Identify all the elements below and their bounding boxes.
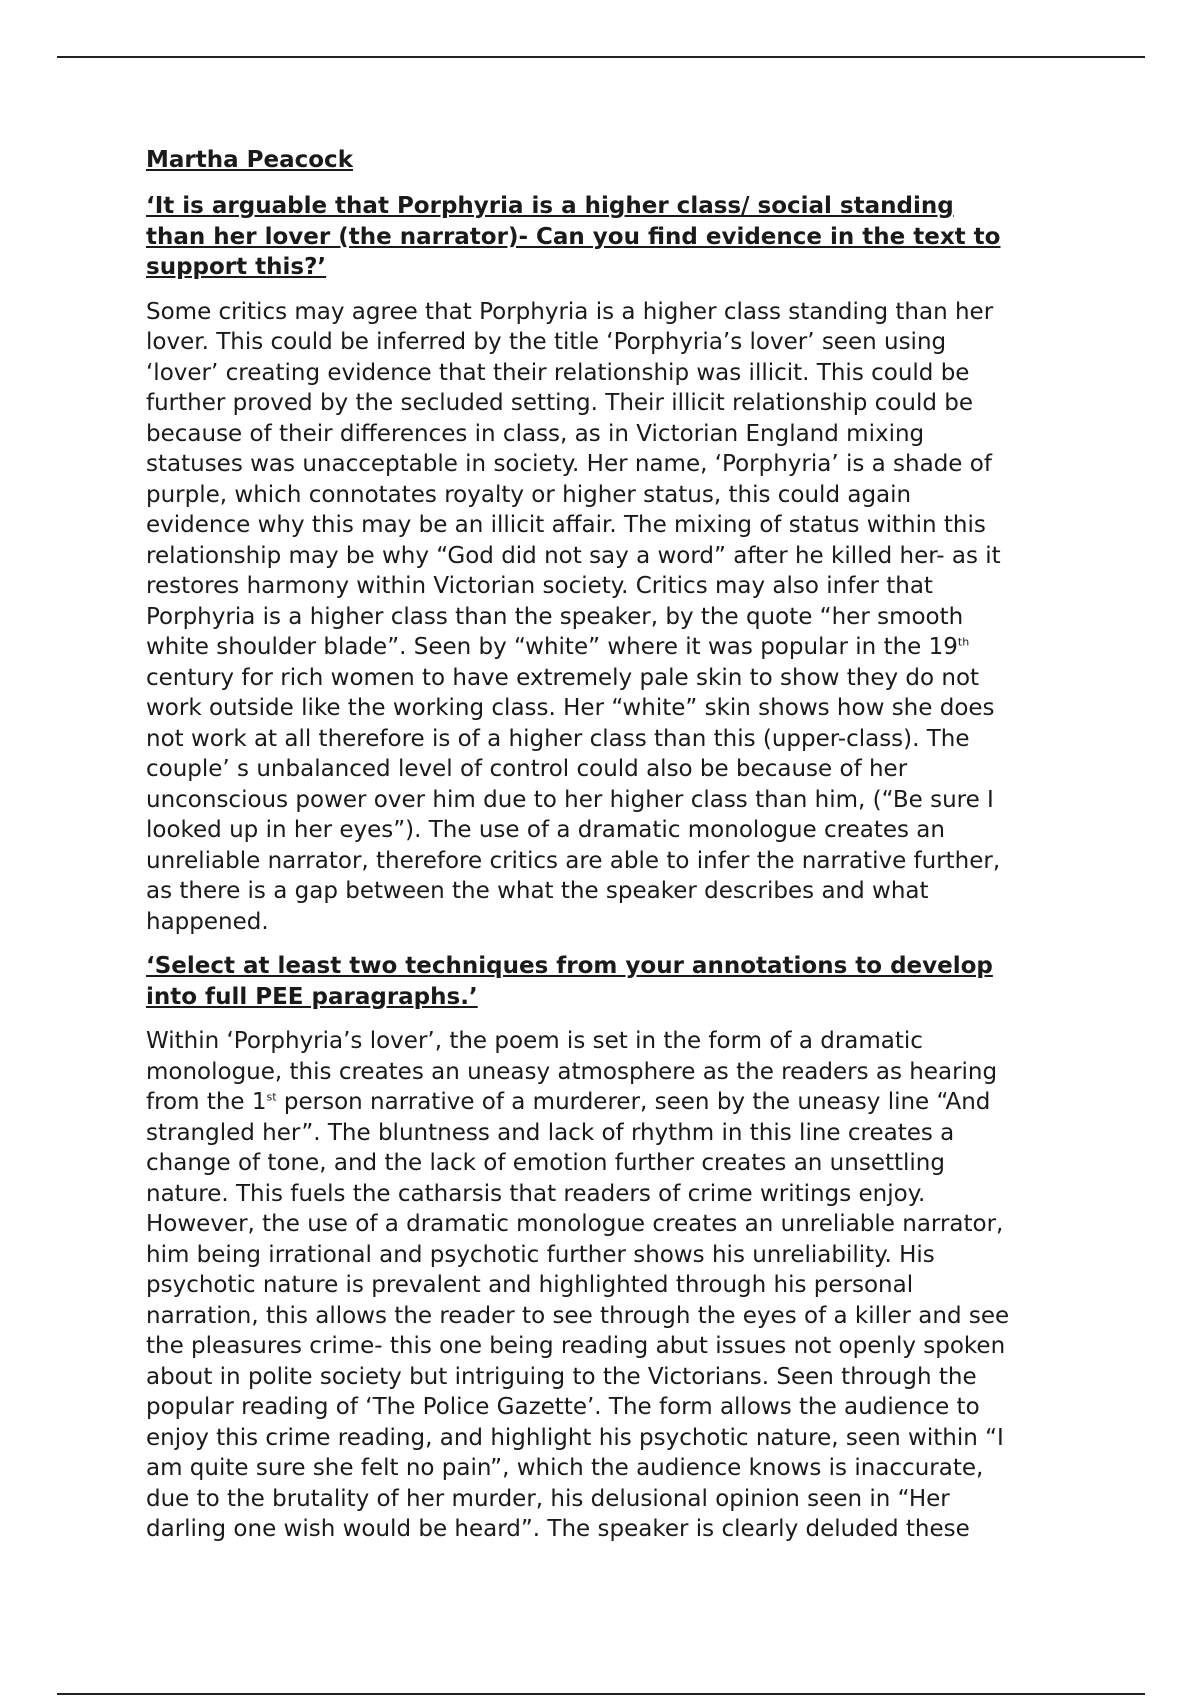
paragraph-2-line: change of tone, and the lack of emotion further creates an unsettling: [146, 1150, 945, 1176]
paragraph-2-line: darling one wish would be heard”. The speaker is clearly deluded these: [146, 1516, 970, 1542]
page-header-rule: [57, 56, 1145, 58]
paragraph-2-line: popular reading of ‘The Police Gazette’. The form allows the audience to: [146, 1394, 980, 1420]
paragraph-1-line: century for rich women to have extremely pale skin to show they do not: [146, 664, 980, 691]
question-1-line: than her lover (the narrator)- Can you find evidence in the text to: [146, 223, 1001, 250]
paragraph-2-line: am quite sure she felt no pain”, which the audience knows is inaccurate,: [146, 1455, 984, 1481]
paragraph-2-line: enjoy this crime reading, and highlight his psychotic nature, seen within “I: [146, 1424, 1004, 1451]
paragraph-1-line: as there is a gap between the what the speaker describes and what: [146, 878, 929, 904]
author-name: Martha Peacock: [146, 147, 353, 173]
paragraph-2-line: the pleasures crime- this one being reading abut issues not openly spoken: [146, 1333, 1006, 1359]
question-2-line: ‘Select at least two techniques from your annotations to develop: [146, 953, 993, 979]
question-1-line: support this?’: [146, 254, 327, 280]
paragraph-2-line: narration, this allows the reader to see through the eyes of a killer and see: [146, 1302, 1010, 1329]
paragraph-1-line: Porphyria is a higher class than the speaker, by the quote “her smooth: [146, 603, 964, 630]
ordinal-suffix: th: [957, 635, 970, 649]
paragraph-2-line: due to the brutality of her murder, his delusional opinion seen in “Her: [146, 1485, 950, 1512]
question-heading-2: [146, 951, 1066, 1012]
paragraph-1-line: happened.: [146, 908, 269, 935]
paragraph-1-line: not work at all therefore is of a higher class than this (upper-class). The: [146, 725, 970, 752]
paragraph-1-line: unconscious power over him due to her higher class than him, (“Be sure I: [146, 786, 994, 813]
document-body: [146, 145, 1066, 1559]
paragraph-1-line-text: white shoulder blade”. Seen by “white” where it was popular in the 19: [146, 634, 958, 660]
paragraph-2-line: monologue, this creates an uneasy atmosphere as the readers as hearing: [146, 1058, 998, 1085]
paragraph-2-line-text: person narrative of a murderer, seen by the uneasy line “And: [276, 1089, 991, 1115]
paragraph-1-line: couple’ s unbalanced level of control could also be because of her: [146, 756, 908, 782]
paragraph-1-line: further proved by the secluded setting. Their illicit relationship could be: [146, 390, 973, 416]
paragraph-2-line: strangled her”. The bluntness and lack of rhythm in this line creates a: [146, 1119, 955, 1146]
answer-paragraph-1: [146, 297, 1066, 938]
paragraph-2-line: psychotic nature is prevalent and highlighted through his personal: [146, 1272, 914, 1298]
paragraph-2-line: Within ‘Porphyria’s lover’, the poem is set in the form of a dramatic: [146, 1028, 923, 1054]
paragraph-1-line: lover. This could be inferred by the title ‘Porphyria’s lover’ seen using: [146, 329, 947, 355]
paragraph-1-line: purple, which connotates royalty or higher status, this could again: [146, 481, 912, 508]
ordinal-suffix: st: [266, 1090, 277, 1104]
question-2-line: into full PEE paragraphs.’: [146, 983, 478, 1010]
paragraph-1-line: unreliable narrator, therefore critics are able to infer the narrative further,: [146, 847, 1001, 874]
paragraph-1-line-with-sup: [146, 632, 1066, 663]
paragraph-1-line: looked up in her eyes”). The use of a dramatic monologue creates an: [146, 817, 945, 843]
paragraph-2-line-text: from the 1: [146, 1089, 267, 1115]
paragraph-1-line: Some critics may agree that Porphyria is a higher class standing than her: [146, 298, 994, 325]
paragraph-2-line: However, the use of a dramatic monologue creates an unreliable narrator,: [146, 1211, 1004, 1237]
paragraph-1-line: restores harmony within Victorian society. Critics may also infer that: [146, 573, 933, 599]
page-footer-rule: [57, 1693, 1145, 1695]
paragraph-2-line-with-sup: [146, 1087, 1066, 1118]
paragraph-2-line: about in polite society but intriguing to the Victorians. Seen through the: [146, 1363, 977, 1390]
paragraph-1-line: relationship may be why “God did not say a word” after he killed her- as it: [146, 542, 1001, 569]
paragraph-1-line: evidence why this may be an illicit affair. The mixing of status within this: [146, 512, 986, 538]
question-heading-1: [146, 191, 1066, 283]
paragraph-1-line: ‘lover’ creating evidence that their relationship was illicit. This could be: [146, 359, 970, 386]
paragraph-1-line: statuses was unacceptable in society. Her name, ‘Porphyria’ is a shade of: [146, 451, 992, 477]
paragraph-2-line: him being irrational and psychotic further shows his unreliability. His: [146, 1241, 935, 1268]
paragraph-2-line: nature. This fuels the catharsis that readers of crime writings enjoy.: [146, 1180, 926, 1207]
paragraph-1-line: work outside like the working class. Her “white” skin shows how she does: [146, 695, 995, 721]
question-1-line: ‘It is arguable that Porphyria is a higher class/ social standing: [146, 193, 954, 219]
answer-paragraph-2: [146, 1026, 1066, 1545]
paragraph-1-line: because of their differences in class, as in Victorian England mixing: [146, 420, 925, 447]
